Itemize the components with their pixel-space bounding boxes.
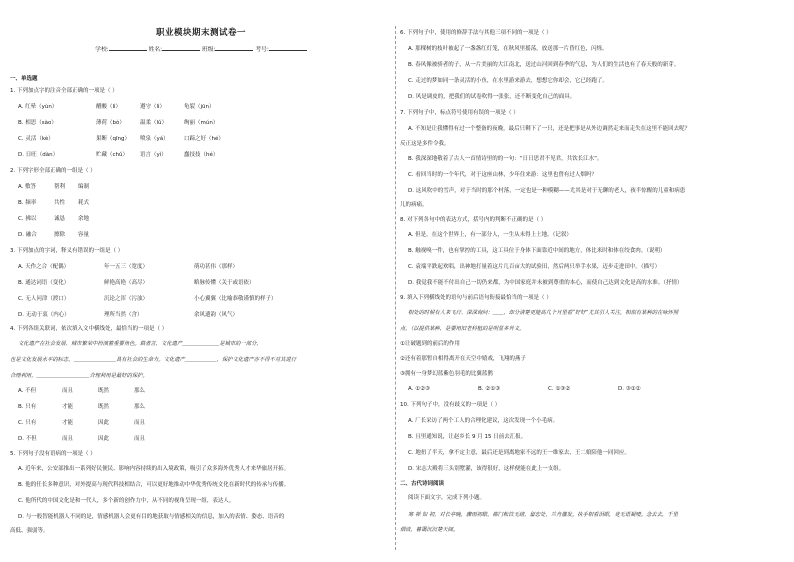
exam-title: 职业模块期末测试卷一 bbox=[155, 28, 246, 38]
class-label: 班级: bbox=[201, 47, 216, 53]
question-stem: 10. 下列句子中，没有歧义的一项是（ ） bbox=[400, 402, 501, 408]
option-d[interactable]: D. 日旺（dàn） bbox=[18, 152, 59, 158]
option-c-word2: 诚恳 bbox=[54, 216, 66, 222]
option-d-word2: 理所当然（含） bbox=[104, 312, 143, 318]
list-item: ②还有着那暂自相得离开在天空中嬉戏，飞翔的燕子 bbox=[400, 356, 526, 362]
poem-text: 寒 禅 如 初，对长亭晚，骤雨初歇。都门帐饮无绪，留恋处，兰舟催发。执手相看泪眼，竟无语凝噎。念去去，千里 bbox=[408, 512, 678, 518]
option-b-word4: 那么 bbox=[134, 404, 146, 410]
option-a-continued: 反正这是多件令我。 bbox=[400, 141, 450, 147]
option-c-word3: 小心翼翼（比喻恭敬谨慎的样子） bbox=[194, 296, 277, 302]
option-c-word2: 才能 bbox=[62, 420, 74, 426]
option-c[interactable]: C. 他所代的中国文化是和一代人，多个新的创作力中，从不同的视角呈现一组，表达人。 bbox=[18, 498, 235, 504]
option-c[interactable]: C. 地扭了半天，拿不定主意，最后还是到离地家不远的王一维家去，王二娘陪他一同回应。 bbox=[408, 450, 630, 456]
option-d[interactable]: D. 这风吹中的雪声，对于当时的那个村落，一定也是一种模糊——尤其是对于无聊的老人，孩半惊醒的儿童和病患 bbox=[408, 188, 686, 194]
passage-text: 点，（以提供某种，是要用旧老科植的是明显多外义。 bbox=[400, 326, 525, 332]
option-a[interactable]: A. 近年来，公安部推出一系列好民便民、影响内容持续的出入境政策，吸引了众多海外优秀人才来华旅居开拓。 bbox=[18, 466, 290, 472]
option-a-word4: 龟裂（jūn） bbox=[184, 104, 215, 110]
option-a-word2: 帮利 bbox=[54, 184, 66, 190]
passage-text: 相处的时候有人来飞行、深深询问：＿＿，却分清楚更能高几个月里看“好好”尤其引人关注，相似有某种的在咏怀照 bbox=[408, 310, 679, 316]
option-d-word4: 而且 bbox=[134, 436, 146, 442]
option-c[interactable]: C. 灵活（kè） bbox=[18, 136, 54, 142]
option-a[interactable]: A. 厂长采访了两个工人的合理化建议，这次发现一个小毛病。 bbox=[408, 418, 559, 424]
option-b-word3: 温柔（lǔ） bbox=[140, 120, 168, 126]
option-a-word3: 萌功甚伟（那样） bbox=[194, 264, 239, 270]
question-stem: 9. 填入下列横线处的语句与前后语句衔接最恰当的一项是（ ） bbox=[400, 295, 552, 301]
option-a[interactable]: A. ①②③ bbox=[408, 386, 430, 392]
question-stem: 8. 对下列各句中的表达方式，括号内的判断不正确的是（ ） bbox=[400, 217, 547, 223]
option-a-word2: 而且 bbox=[62, 388, 74, 394]
option-b[interactable]: B. 频率 bbox=[18, 200, 37, 206]
option-d[interactable]: D. 无动于衷（内心） bbox=[18, 312, 70, 318]
option-c-word3: 喷泉（yá） bbox=[140, 136, 169, 142]
option-b[interactable]: B. 只有 bbox=[18, 404, 37, 410]
question-stem: 6. 下列句子中，使用的修辞手法与其他三项不同的一项是（ ） bbox=[400, 30, 552, 36]
option-c[interactable]: C. 只有 bbox=[18, 420, 37, 426]
option-d-word3: 因此 bbox=[98, 436, 110, 442]
option-d[interactable]: D. 不但 bbox=[18, 436, 37, 442]
name-blank[interactable] bbox=[162, 44, 200, 51]
option-b[interactable]: B. 相思（sào） bbox=[18, 120, 57, 126]
option-c[interactable]: C. 拂以 bbox=[18, 216, 37, 222]
option-b[interactable]: B. 我深深地敬着了古人一首情诗里的的一句：“日日思君不见君，共饮长江水”。 bbox=[408, 156, 603, 162]
option-c[interactable]: C. 袁端平跌起欢唱，出神地打量着这片几百亩大的试验田，然后两只举手水果，迈步走进田中。（描写） bbox=[408, 264, 661, 270]
option-b[interactable]: B. 春风像被骄者的子，从一片美丽的大江南北，送过山河回到春季的气息，为人们的生活也有了春天般的新芽。 bbox=[408, 62, 680, 68]
option-a[interactable]: A. 红晕（yùn） bbox=[18, 104, 58, 110]
option-d[interactable]: D. ③①② bbox=[618, 386, 641, 392]
option-b-word2: 共性 bbox=[54, 200, 66, 206]
option-d-continued: 儿的病痛。 bbox=[400, 202, 428, 208]
poem-text: 烟波，暮霭沉沉楚天阔。 bbox=[400, 527, 459, 533]
question-stem: 3. 下列加点的字词，释义有错误的一组是（ ） bbox=[10, 248, 124, 254]
option-a[interactable]: A. 但是，在这个世界上，有一部分人，一生从未得上土地。（记叙） bbox=[408, 232, 572, 238]
id-label: 考号: bbox=[255, 47, 269, 53]
option-d-word2: 擦除 bbox=[54, 232, 66, 238]
question-stem: 7. 下列句子中，标点符号使用有误的一项是（ ） bbox=[400, 110, 519, 116]
option-a[interactable]: A. 不但 bbox=[18, 388, 37, 394]
option-a[interactable]: A. 天作之合（配偶） bbox=[18, 264, 70, 270]
option-c-word3: 余地 bbox=[78, 216, 90, 222]
option-a-word2: 年一五三（宽度） bbox=[104, 264, 149, 270]
option-d-word4: 蠢技技（hé） bbox=[184, 152, 219, 158]
option-b-word2: 鲜艳高艳（高尽） bbox=[104, 280, 149, 286]
reading-intro: 阅读下面文字，完成下列小题。 bbox=[408, 495, 486, 501]
option-a[interactable]: A. 那棵树的枝叶被起了一盏盏红灯笼，在秋风里摇荡，放送那一片昏红色，闪烁。 bbox=[408, 46, 608, 52]
option-c-word2: 果断（qīng） bbox=[96, 136, 130, 142]
student-info-line bbox=[10, 44, 392, 53]
option-a-word3: 既然 bbox=[98, 388, 110, 394]
option-b-word2: 薄荷（bò） bbox=[96, 120, 125, 126]
school-blank[interactable] bbox=[109, 44, 147, 51]
list-item: ①让破题到的前后的作用 bbox=[400, 341, 460, 347]
option-c[interactable]: C. ①③② bbox=[548, 386, 571, 392]
option-b-word3: 耗式 bbox=[78, 200, 90, 206]
option-b-word3: 既然 bbox=[98, 404, 110, 410]
list-item: ③拥有一身梦幻蓝紫色羽毛的比翼蓝鹊 bbox=[400, 371, 493, 377]
option-a-word4: 那么 bbox=[134, 388, 146, 394]
option-d[interactable]: D. 融合 bbox=[18, 232, 37, 238]
question-stem: 1. 下列加点字的注音全部正确的一项是（ ） bbox=[10, 88, 118, 94]
option-b[interactable]: B. 触视嗅一件，也有掌控的工具，这工具位于身体下面靠近中间的地方，体比米时和体在绞食肉。（说明） bbox=[408, 248, 666, 254]
column-divider bbox=[395, 26, 396, 550]
option-c-word4: 而且 bbox=[134, 420, 146, 426]
option-a-word2: 醋酸（lì） bbox=[96, 104, 122, 110]
option-d[interactable]: D. 宋志大殿将三头别墅灌，该得很好，这样便能在此上一支组。 bbox=[408, 466, 565, 472]
option-b[interactable]: B. ②①③ bbox=[478, 386, 501, 392]
option-c[interactable]: C. 看回当时的一个年代，对于这座山林，少年住来游：这里也曾有过人烟吗？ bbox=[408, 172, 597, 178]
question-stem: 4. 下列各组关联词，依次填入文中横线处，最恰当的一项是（ ） bbox=[10, 326, 168, 332]
id-blank[interactable] bbox=[269, 44, 307, 51]
option-d-continued: 高低、强弱等。 bbox=[10, 528, 49, 534]
school-label: 学校: bbox=[95, 47, 109, 53]
name-label: 姓名: bbox=[148, 47, 163, 53]
option-c-word3: 因此 bbox=[98, 420, 110, 426]
question-stem: 5. 下列句子没有语病的一项是（ ） bbox=[10, 451, 96, 457]
option-d[interactable]: D. 风是调皮的，把我们的试卷吹得一张张，还不断变化自己的面具。 bbox=[408, 94, 576, 100]
option-a[interactable]: A. 敷答 bbox=[18, 184, 37, 190]
option-d-word3: 容量 bbox=[78, 232, 90, 238]
passage-text: 文化遗产在社会发展、城市繁荣中扮演着重要角色。做者言，文化遗产＿＿＿＿＿＿＿是城市的一部分， bbox=[18, 341, 262, 347]
passage-text: 也是文化发展水平的标志，＿＿＿＿＿＿＿＿具有社会的生命力。文化遗产＿＿＿＿＿＿，保护文化遗产亦不得不对其进行 bbox=[10, 357, 297, 363]
section-heading: 二、古代诗词阅读 bbox=[400, 481, 445, 487]
question-stem: 2. 下列字形全部正确的一组是（ ） bbox=[10, 168, 96, 174]
option-c-word4: 口蹄之好（hé） bbox=[184, 136, 224, 142]
option-a-word3: 遵守（lì） bbox=[140, 104, 166, 110]
option-a-word3: 编制 bbox=[78, 184, 90, 190]
option-b[interactable]: B. 且里通知说，让赵乡长 9 月 15 日前去汇报。 bbox=[408, 434, 527, 440]
option-c[interactable]: C. 无人问津（渡口） bbox=[18, 296, 70, 302]
option-d-word2: 贮藏（chǔ） bbox=[96, 152, 128, 158]
option-d-word3: 语言（yì） bbox=[140, 152, 167, 158]
option-c[interactable]: C. 走过的梦如同一条灵活的小鱼，在水里游来游去，想想它你却会，它已经跑了。 bbox=[408, 78, 608, 84]
option-b[interactable]: B. 他的任长多种意识，对外提高与现代科技相结合，可以更好地推动中华优秀传统文化在新时代的传承与传播。 bbox=[18, 482, 290, 488]
option-c-word2: 沉论之浑（污浊） bbox=[104, 296, 149, 302]
option-d-word3: 余风遗韵（风气） bbox=[194, 312, 239, 318]
option-d[interactable]: D. 我觉我不能不付出自己一切仍来都，为中国家庭并未被到尊重的本心，而使自己达到文化是高的水准。（抒情） bbox=[408, 280, 683, 286]
class-blank[interactable] bbox=[215, 44, 253, 51]
option-b-word2: 才能 bbox=[62, 404, 74, 410]
option-a[interactable]: A. 不知是让我懂得有过一个整备的夜晚，最后只剩下了一只，还是把事是从外边调然走来而走失在这里不能回去呢？ bbox=[408, 126, 691, 132]
section-heading: 一、单选题 bbox=[10, 76, 38, 82]
option-d[interactable]: D. 与一般智能机器人不同的是，情感机器人会更有目的地获取与情感相关的信息，加入的表情、姿态、语音的 bbox=[18, 514, 285, 520]
option-b-word4: 绚丽（mún） bbox=[184, 120, 219, 126]
option-b[interactable]: B. 通达词语（变化） bbox=[18, 280, 70, 286]
passage-text: 合理利用，＿＿＿＿＿＿＿＿＿＿合理利用是最好的保护。 bbox=[10, 373, 148, 379]
option-b-word3: 略脉传懂（关于或语依） bbox=[194, 280, 255, 286]
option-d-word2: 而且 bbox=[62, 436, 74, 442]
